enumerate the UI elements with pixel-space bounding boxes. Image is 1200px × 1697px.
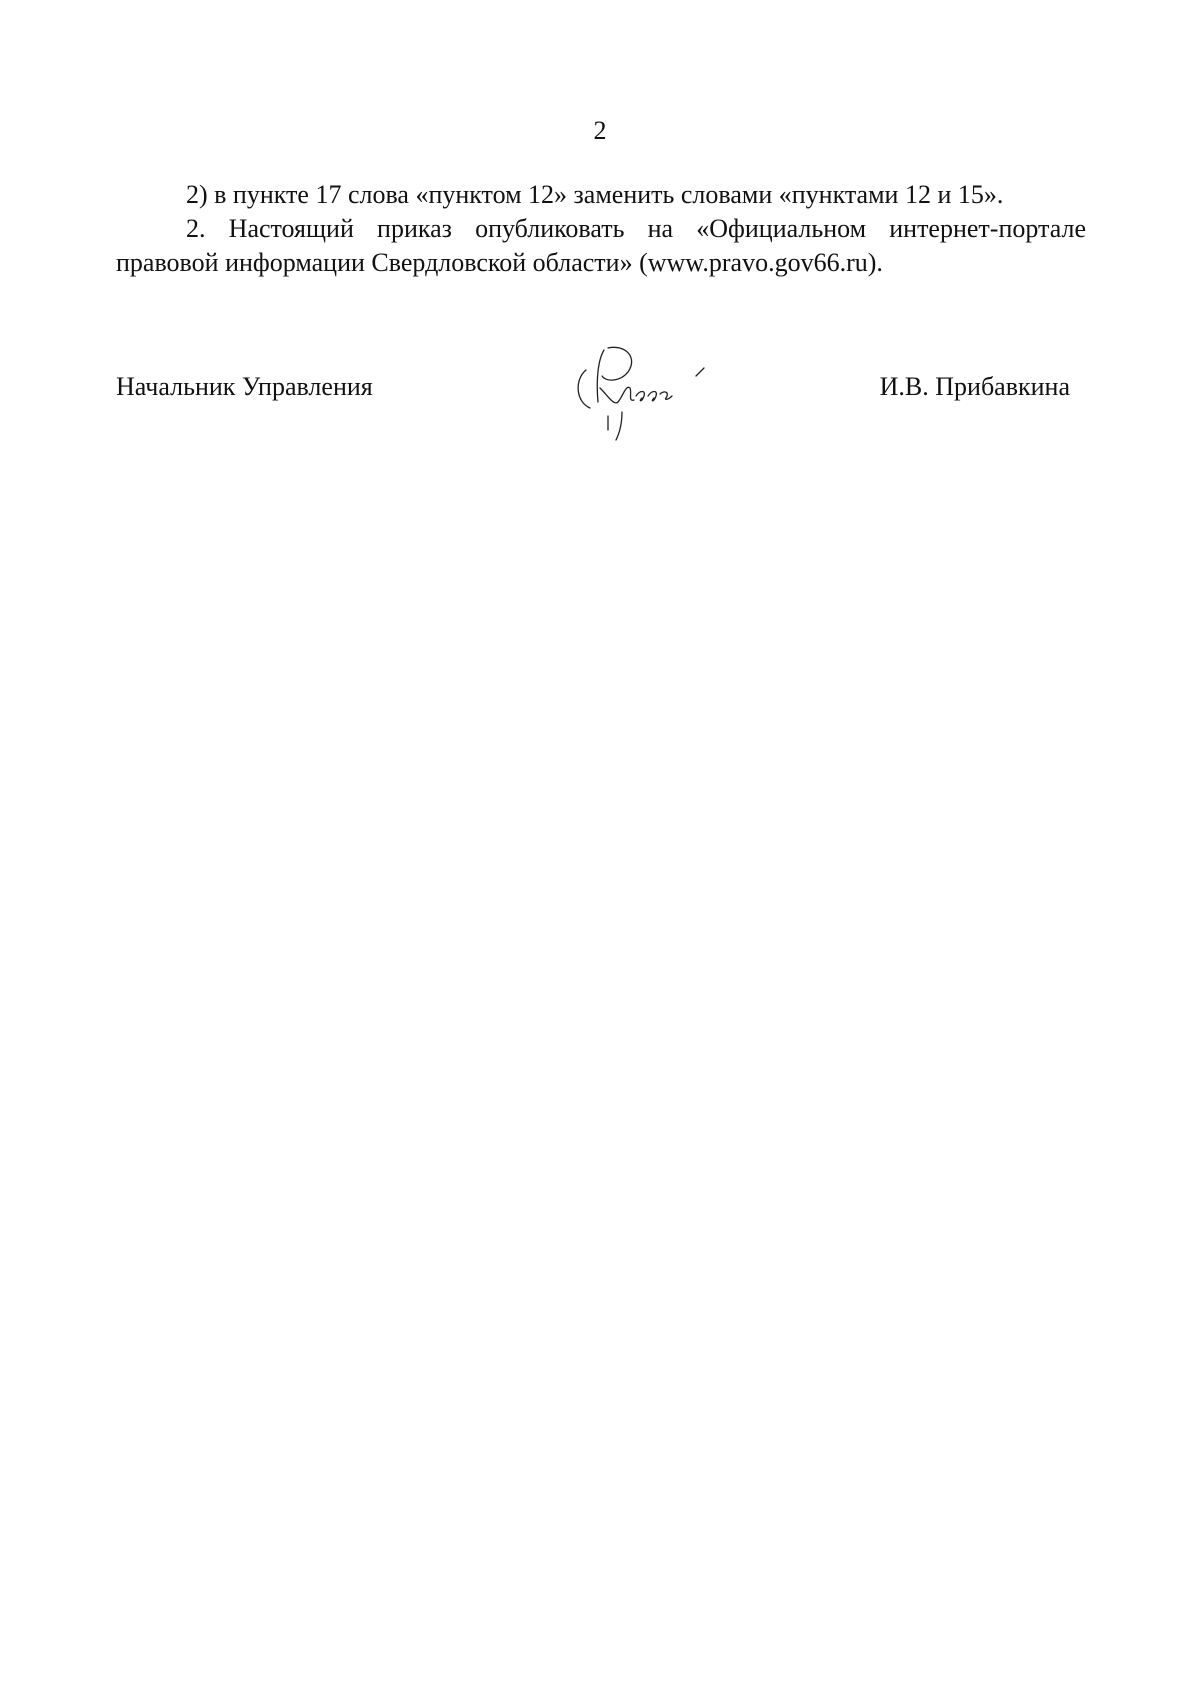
paragraph-amendment: 2) в пункте 17 слова «пунктом 12» заменить словами «пунктами 12 и 15». <box>186 180 1004 209</box>
paragraph-publication: 2. Настоящий приказ опубликовать на «Официальном интернет-портале правовой информации Свердловской области» (www.pravo.gov66.ru). <box>116 214 1086 277</box>
page-number: 2 <box>593 116 607 145</box>
signatory-position: Начальник Управления <box>116 372 373 401</box>
document-body <box>116 178 1086 280</box>
signature-block <box>116 370 1070 450</box>
handwritten-signature-icon <box>556 340 726 450</box>
signatory-name: И.В. Прибавкина <box>879 372 1070 401</box>
